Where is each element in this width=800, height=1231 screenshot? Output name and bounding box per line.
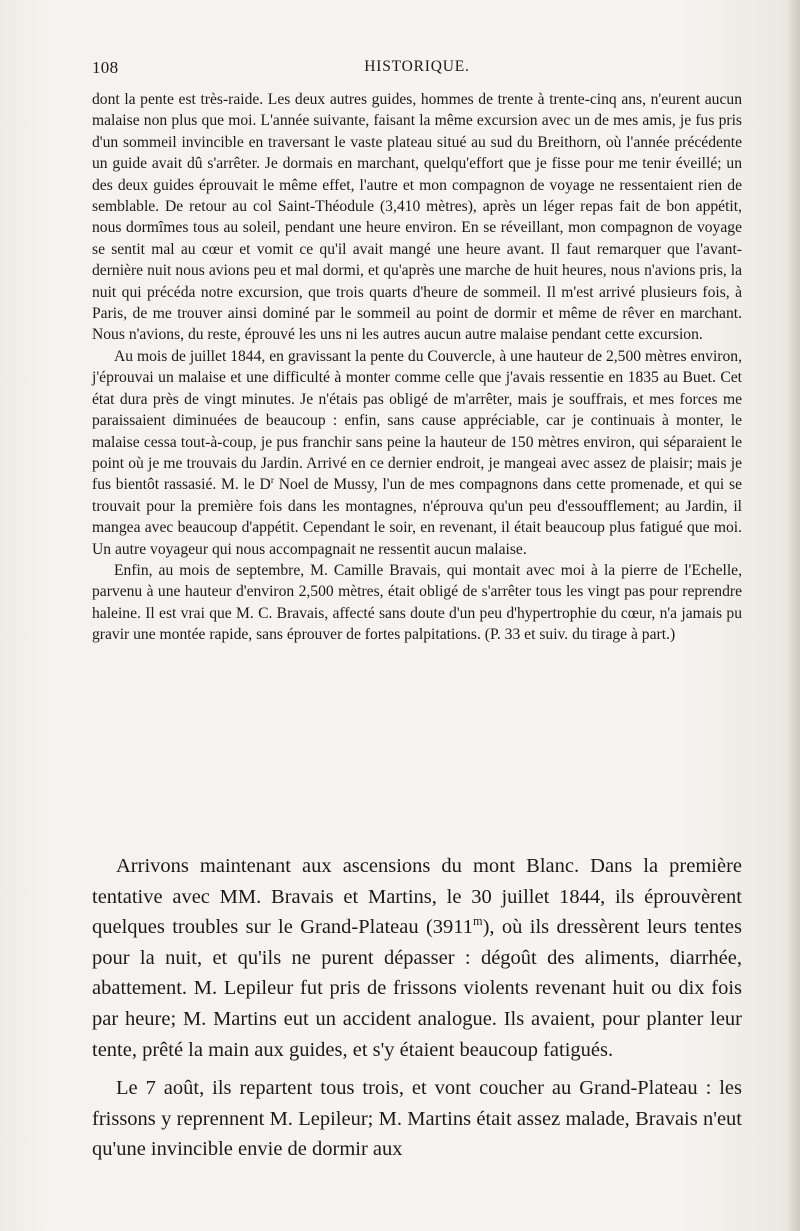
- quoted-passage: [92, 89, 742, 646]
- quote-paragraph-2-text-a: Au mois de juillet 1844, en gravissant la pente du Couvercle, à une hauteur de 2,500 mètres environ, j'éprouvai un malaise et une difficulté à monter comme celle que j'avais ressentie en 1835 au Buet. Cet état dura près de vingt minutes. Je n'étais pas obligé de m'arrêter, mais je souffrais, et mes forces me paraissaient diminuées de beaucoup : enfin, sans cause appréciable, car je continuais à monter, le malaise cessa tout-à-coup, je pus franchir sans peine la hauteur de 150 mètres environ, qui séparaient le point où je me trouvais du Jardin. Arrivé en ce dernier endroit, je mangeai avec assez de plaisir; mais je fus bientôt rassasié. M. le D: [92, 347, 742, 494]
- main-paragraph-1-text-b: ), où ils dressèrent leurs tentes pour la nuit, et qu'ils ne purent dépasser : dégoût des aliments, diarrhée, abattement. M. Lepileur fut pris de frissons violents revenant huit ou dix fois par heure; M. Martins eut un accident analogue. Ils avaient, pour planter leur tente, prêté la main aux guides, et s'y étaient beaucoup fatigués.: [92, 916, 742, 1061]
- main-text: [92, 851, 742, 1165]
- quote-paragraph-2-text-b: Noel de Mussy, l'un de mes compagnons dans cette promenade, et qui se trouvait pour la première fois dans les montagnes, n'éprouva qu'un peu d'essoufflement; au Jardin, il mangea avec beaucoup d'appétit. Cependant le soir, en revenant, il était beaucoup plus fatigué que moi. Un autre voyageur qui nous accompagnait ne ressentit aucun malaise.: [92, 476, 742, 558]
- page-edge-shadow: [786, 0, 800, 1231]
- main-paragraph-1-superscript: m: [473, 914, 483, 929]
- main-paragraph-2: Le 7 août, ils repartent tous trois, et vont coucher au Grand-Plateau : les frissons y reprennent M. Lepileur; M. Martins était assez malade, Bravais n'eut qu'une invincible envie de dormir aux: [92, 1077, 742, 1161]
- quote-paragraph-2: [92, 346, 742, 560]
- running-head: HISTORIQUE.: [364, 58, 470, 75]
- quote-paragraph-3: Enfin, au mois de septembre, M. Camille Bravais, qui montait avec moi à la pierre de l'Echelle, parvenu à une hauteur d'environ 2,500 mètres, était obligé de s'arrêter tous les vingt pas pour reprendre haleine. Il est vrai que M. C. Bravais, affecté sans doute d'un peu d'hypertrophie du cœur, n'a jamais pu gravir une montée rapide, sans éprouver de fortes palpitations. (P. 33 et suiv. du tirage à part.): [92, 561, 742, 644]
- main-paragraph-1: [92, 851, 742, 1065]
- main-paragraph-1-text-a: Arrivons maintenant aux ascensions du mont Blanc. Dans la première tentative avec MM. Bravais et Martins, le 30 juillet 1844, ils éprouvèrent quelques troubles sur le Grand-Plateau (3911: [92, 855, 742, 939]
- quote-paragraph-2-superscript: r: [270, 476, 274, 487]
- page-header: [92, 58, 742, 82]
- quote-paragraph-1: dont la pente est très-raide. Les deux autres guides, hommes de trente à trente-cinq ans, n'eurent aucun malaise non plus que moi. L'année suivante, faisant la même excursion avec un de mes amis, je fus pris d'un sommeil invincible en traversant le vaste plateau situé au sud du Breithorn, où l'année précédente un guide avait dû s'arrêter. Je dormais en marchant, quelqu'effort que je fisse pour me tenir éveillé; un des deux guides éprouvait le même effet, l'autre et mon compagnon de voyage ne ressentaient rien de semblable. De retour au col Saint-Théodule (3,410 mètres), après un léger repas fait de bon appétit, nous dormîmes tous au soleil, pendant une heure environ. En se réveillant, mon compagnon de voyage se sentit mal au cœur et vomit ce qu'il avait mangé une heure avant. Il faut remarquer que l'avant-dernière nuit nous avions peu et mal dormi, et qu'après une marche de huit heures, nous n'avions pris, la nuit qui précéda notre excursion, que trois quarts d'heure de sommeil. Il m'est arrivé plusieurs fois, à Paris, de me trouver ainsi dominé par le sommeil au point de dormir et même de rêver en marchant. Nous n'avions, du reste, éprouvé les uns ni les autres aucun autre malaise pendant cette excursion.: [92, 91, 742, 344]
- page-number: 108: [92, 58, 119, 77]
